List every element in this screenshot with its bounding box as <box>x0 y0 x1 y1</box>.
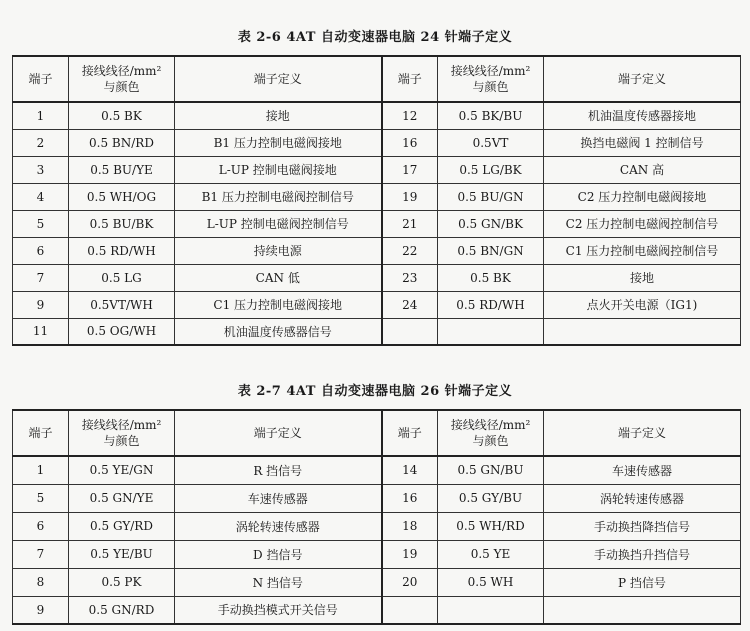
definition-cell: D 挡信号 <box>175 540 382 568</box>
terminal-cell: 21 <box>382 210 438 237</box>
wire-cell: 0.5 BU/BK <box>69 210 175 237</box>
terminal-cell: 5 <box>13 484 69 512</box>
terminal-cell: 12 <box>382 102 438 129</box>
wire-cell: 0.5 RD/WH <box>69 237 175 264</box>
wire-cell: 0.5 OG/WH <box>69 318 175 345</box>
terminal-cell: 20 <box>382 568 438 596</box>
wire-cell: 0.5 GN/BK <box>438 210 544 237</box>
terminal-cell: 17 <box>382 156 438 183</box>
table-row <box>13 568 741 596</box>
table-row <box>13 237 741 264</box>
definition-cell: 车速传感器 <box>544 456 741 484</box>
wire-cell: 0.5 BK <box>69 102 175 129</box>
header-wire: 接线线径/mm² 与颜色 <box>438 410 544 456</box>
wire-cell: 0.5 WH <box>438 568 544 596</box>
wire-cell: 0.5 LG <box>69 264 175 291</box>
terminal-cell: 7 <box>13 540 69 568</box>
table2-caption: 表 2-7 4AT 自动变速器电脑 26 针端子定义 <box>237 384 513 399</box>
terminal-cell: 6 <box>13 512 69 540</box>
definition-cell: B1 压力控制电磁阀接地 <box>175 129 382 156</box>
wire-cell: 0.5 YE <box>438 540 544 568</box>
wire-cell: 0.5 BK/BU <box>438 102 544 129</box>
wire-cell: 0.5 BK <box>438 264 544 291</box>
terminal-cell: 4 <box>13 183 69 210</box>
wire-cell: 0.5 LG/BK <box>438 156 544 183</box>
table-row <box>13 264 741 291</box>
definition-cell: L-UP 控制电磁阀控制信号 <box>175 210 382 237</box>
table-row <box>13 512 741 540</box>
terminal-cell: 1 <box>13 102 69 129</box>
header-terminal: 端子 <box>382 56 438 102</box>
wire-cell <box>438 318 544 345</box>
definition-cell: 机油温度传感器接地 <box>544 102 741 129</box>
table-row <box>13 484 741 512</box>
table-row <box>13 456 741 484</box>
wire-cell: 0.5 YE/BU <box>69 540 175 568</box>
definition-cell: P 挡信号 <box>544 568 741 596</box>
table-row <box>13 129 741 156</box>
definition-cell <box>544 596 741 624</box>
terminal-cell: 9 <box>13 291 69 318</box>
table-row <box>13 156 741 183</box>
terminal-cell: 9 <box>13 596 69 624</box>
wire-cell: 0.5 GN/RD <box>69 596 175 624</box>
terminal-cell: 6 <box>13 237 69 264</box>
table-26-pin <box>12 409 741 625</box>
terminal-cell: 5 <box>13 210 69 237</box>
wire-cell: 0.5 GN/YE <box>69 484 175 512</box>
header-definition: 端子定义 <box>544 56 741 102</box>
wire-cell: 0.5 YE/GN <box>69 456 175 484</box>
wire-cell: 0.5VT/WH <box>69 291 175 318</box>
definition-cell: C2 压力控制电磁阀接地 <box>544 183 741 210</box>
terminal-cell <box>382 318 438 345</box>
terminal-cell: 19 <box>382 540 438 568</box>
header-wire: 接线线径/mm² 与颜色 <box>69 410 175 456</box>
table-row <box>13 318 741 345</box>
header-wire: 接线线径/mm² 与颜色 <box>438 56 544 102</box>
table-row <box>13 291 741 318</box>
terminal-cell: 1 <box>13 456 69 484</box>
header-terminal: 端子 <box>13 410 69 456</box>
terminal-cell: 18 <box>382 512 438 540</box>
wire-cell: 0.5 BN/GN <box>438 237 544 264</box>
definition-cell: 接地 <box>175 102 382 129</box>
terminal-cell: 16 <box>382 129 438 156</box>
definition-cell: 手动换挡升挡信号 <box>544 540 741 568</box>
table-24-pin <box>12 55 741 346</box>
header-wire: 接线线径/mm² 与颜色 <box>69 56 175 102</box>
wire-cell: 0.5 BU/GN <box>438 183 544 210</box>
definition-cell: 车速传感器 <box>175 484 382 512</box>
terminal-cell: 14 <box>382 456 438 484</box>
terminal-cell: 16 <box>382 484 438 512</box>
header-definition: 端子定义 <box>544 410 741 456</box>
definition-cell: C2 压力控制电磁阀控制信号 <box>544 210 741 237</box>
wire-cell: 0.5 WH/OG <box>69 183 175 210</box>
definition-cell: B1 压力控制电磁阀控制信号 <box>175 183 382 210</box>
wire-cell: 0.5VT <box>438 129 544 156</box>
definition-cell: 涡轮转速传感器 <box>175 512 382 540</box>
definition-cell: 手动换挡降挡信号 <box>544 512 741 540</box>
definition-cell: 换挡电磁阀 1 控制信号 <box>544 129 741 156</box>
definition-cell: 手动换挡模式开关信号 <box>175 596 382 624</box>
wire-cell: 0.5 RD/WH <box>438 291 544 318</box>
definition-cell: N 挡信号 <box>175 568 382 596</box>
terminal-cell: 3 <box>13 156 69 183</box>
definition-cell: 接地 <box>544 264 741 291</box>
definition-cell: CAN 低 <box>175 264 382 291</box>
table-row <box>13 102 741 129</box>
table-row <box>13 183 741 210</box>
definition-cell <box>544 318 741 345</box>
definition-cell: C1 压力控制电磁阀控制信号 <box>544 237 741 264</box>
terminal-cell: 19 <box>382 183 438 210</box>
wire-cell: 0.5 WH/RD <box>438 512 544 540</box>
definition-cell: R 挡信号 <box>175 456 382 484</box>
terminal-cell: 24 <box>382 291 438 318</box>
header-terminal: 端子 <box>382 410 438 456</box>
definition-cell: 机油温度传感器信号 <box>175 318 382 345</box>
wire-cell <box>438 596 544 624</box>
terminal-cell <box>382 596 438 624</box>
header-definition: 端子定义 <box>175 410 382 456</box>
definition-cell: CAN 高 <box>544 156 741 183</box>
terminal-cell: 22 <box>382 237 438 264</box>
wire-cell: 0.5 GY/RD <box>69 512 175 540</box>
table1-caption: 表 2-6 4AT 自动变速器电脑 24 针端子定义 <box>237 30 513 45</box>
definition-cell: 点火开关电源（IG1) <box>544 291 741 318</box>
header-terminal: 端子 <box>13 56 69 102</box>
wire-cell: 0.5 BU/YE <box>69 156 175 183</box>
definition-cell: 持续电源 <box>175 237 382 264</box>
terminal-cell: 2 <box>13 129 69 156</box>
header-row <box>13 56 741 102</box>
header-row <box>13 410 741 456</box>
table-row <box>13 540 741 568</box>
table-row <box>13 596 741 624</box>
wire-cell: 0.5 BN/RD <box>69 129 175 156</box>
table-row <box>13 210 741 237</box>
terminal-cell: 8 <box>13 568 69 596</box>
definition-cell: 涡轮转速传感器 <box>544 484 741 512</box>
wire-cell: 0.5 GN/BU <box>438 456 544 484</box>
terminal-cell: 7 <box>13 264 69 291</box>
definition-cell: L-UP 控制电磁阀接地 <box>175 156 382 183</box>
header-definition: 端子定义 <box>175 56 382 102</box>
terminal-cell: 23 <box>382 264 438 291</box>
wire-cell: 0.5 PK <box>69 568 175 596</box>
definition-cell: C1 压力控制电磁阀接地 <box>175 291 382 318</box>
wire-cell: 0.5 GY/BU <box>438 484 544 512</box>
terminal-cell: 11 <box>13 318 69 345</box>
